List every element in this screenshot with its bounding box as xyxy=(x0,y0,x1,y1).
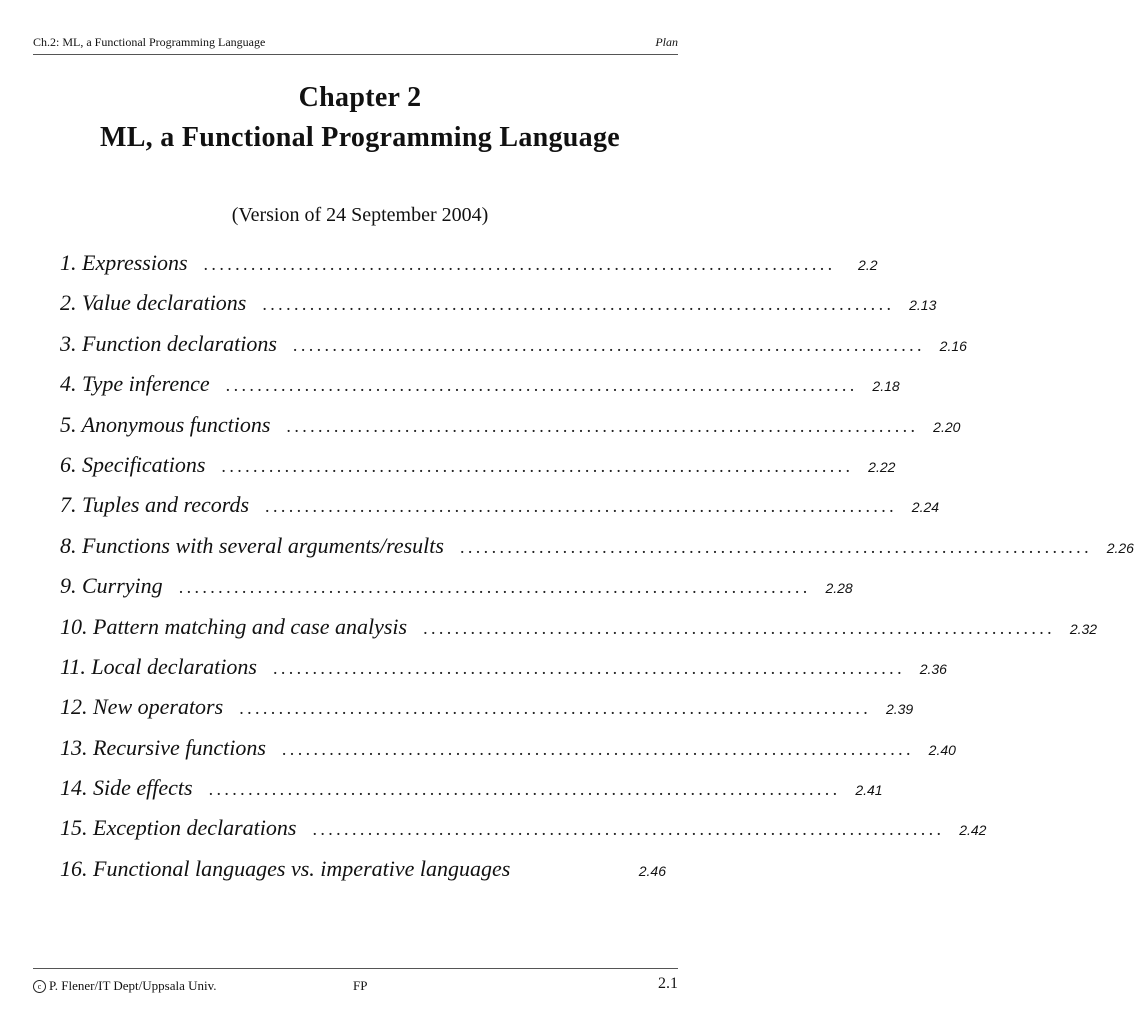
toc-entry xyxy=(60,653,947,694)
toc-entry xyxy=(60,694,914,734)
toc-entry xyxy=(60,775,883,815)
toc-entry-page: 2.16 xyxy=(939,337,967,354)
toc-entry-page: 2.46 xyxy=(638,862,666,879)
page-number: 2.1 xyxy=(658,975,678,992)
toc-leader-dots: ................................................................................ xyxy=(286,415,919,436)
toc-entry-title: 3. Function declarations xyxy=(60,330,277,356)
toc-entry-page: 2.26 xyxy=(1106,539,1134,556)
toc-leader-dots: ................................................................................ xyxy=(281,738,914,759)
toc-entry xyxy=(60,492,940,532)
version-note: (Version of 24 September 2004) xyxy=(231,204,489,226)
toc-entry-page: 2.32 xyxy=(1069,620,1098,637)
toc-entry xyxy=(60,290,937,330)
toc-entry xyxy=(60,613,1098,654)
toc-entry-title: 14. Side effects xyxy=(60,775,193,801)
toc-leader-dots: ................................................................................ xyxy=(292,334,925,355)
footer-author xyxy=(33,978,217,994)
toc-entry xyxy=(60,532,1134,573)
toc-entry-title: 15. Exception declarations xyxy=(60,815,297,841)
header-chapter-title: Ch.2: ML, a Functional Programming Language xyxy=(33,35,266,49)
toc-leader-dots: ................................................................................ xyxy=(265,496,898,517)
toc-entry-page: 2.41 xyxy=(855,782,883,799)
footer-course: FP xyxy=(353,978,368,993)
toc-entry xyxy=(60,330,967,371)
toc-leader-dots: ................................................................................ xyxy=(312,819,945,840)
toc-leader-dots: ................................................................................ xyxy=(225,375,858,396)
toc-entry-page: 2.40 xyxy=(928,741,956,758)
toc-entry xyxy=(60,411,961,452)
toc-leader-dots: ................................................................................ xyxy=(203,254,836,274)
copyright-icon: c xyxy=(33,980,46,993)
toc-entry-title: 1. Expressions xyxy=(60,250,188,275)
toc-leader-dots: ................................................................................ xyxy=(239,698,872,719)
chapter-number-heading: Chapter 2 xyxy=(298,82,422,113)
toc-entry-page: 2.13 xyxy=(909,297,937,314)
toc-entry-title: 7. Tuples and records xyxy=(60,492,250,518)
toc-entry xyxy=(60,451,896,492)
toc-entry-page: 2.39 xyxy=(885,701,914,718)
toc-entry-page: 2.18 xyxy=(872,378,900,395)
toc-entry-title: 11. Local declarations xyxy=(60,653,257,679)
toc-leader-dots: ................................................................................ xyxy=(178,577,811,598)
toc-entry-title: 13. Recursive functions xyxy=(60,734,266,760)
toc-entry-title: 9. Currying xyxy=(60,573,163,599)
header-section-label: Plan xyxy=(655,35,678,49)
toc-entry xyxy=(60,250,878,290)
toc-entry-title: 5. Anonymous functions xyxy=(60,411,271,437)
toc-leader-dots: ................................................................................ xyxy=(221,455,854,476)
toc-entry-title: 16. Functional languages vs. imperative languages xyxy=(60,855,511,881)
toc-leader-dots: ................................................................................ xyxy=(423,617,1056,638)
running-header xyxy=(33,35,678,55)
toc-entry-page: 2.28 xyxy=(825,580,853,597)
toc-entry-page: 2.20 xyxy=(933,418,961,435)
toc-entry-title: 6. Specifications xyxy=(60,451,206,477)
toc-entry-page: 2.42 xyxy=(959,822,987,839)
toc-entry-title: 12. New operators xyxy=(60,694,224,720)
toc-entry xyxy=(60,371,900,411)
toc-entry xyxy=(60,856,666,896)
toc-leader-dots: ................................................................................ xyxy=(272,657,905,678)
toc-entry-title: 2. Value declarations xyxy=(60,290,247,316)
page-footer xyxy=(33,968,678,993)
toc-entry xyxy=(60,815,987,855)
table-of-contents xyxy=(60,250,1134,896)
chapter-title-heading: ML, a Functional Programming Language xyxy=(99,122,621,153)
toc-leader-dots: ................................................................................ xyxy=(208,779,841,800)
toc-entry xyxy=(60,573,853,613)
toc-entry-title: 8. Functions with several arguments/results xyxy=(60,532,444,558)
toc-entry-page: 2.36 xyxy=(919,660,947,677)
toc-entry-title: 10. Pattern matching and case analysis xyxy=(60,613,408,639)
footer-author-text: P. Flener/IT Dept/Uppsala Univ. xyxy=(49,978,217,993)
toc-entry xyxy=(60,734,956,775)
toc-leader-dots: ................................................................................ xyxy=(459,536,1092,557)
toc-entry-page: 2.22 xyxy=(868,458,896,475)
toc-leader-dots: ................................................................................ xyxy=(262,294,895,315)
toc-entry-title: 4. Type inference xyxy=(60,371,210,397)
toc-entry-page: 2.2 xyxy=(858,257,878,273)
toc-entry-page: 2.24 xyxy=(911,499,940,516)
